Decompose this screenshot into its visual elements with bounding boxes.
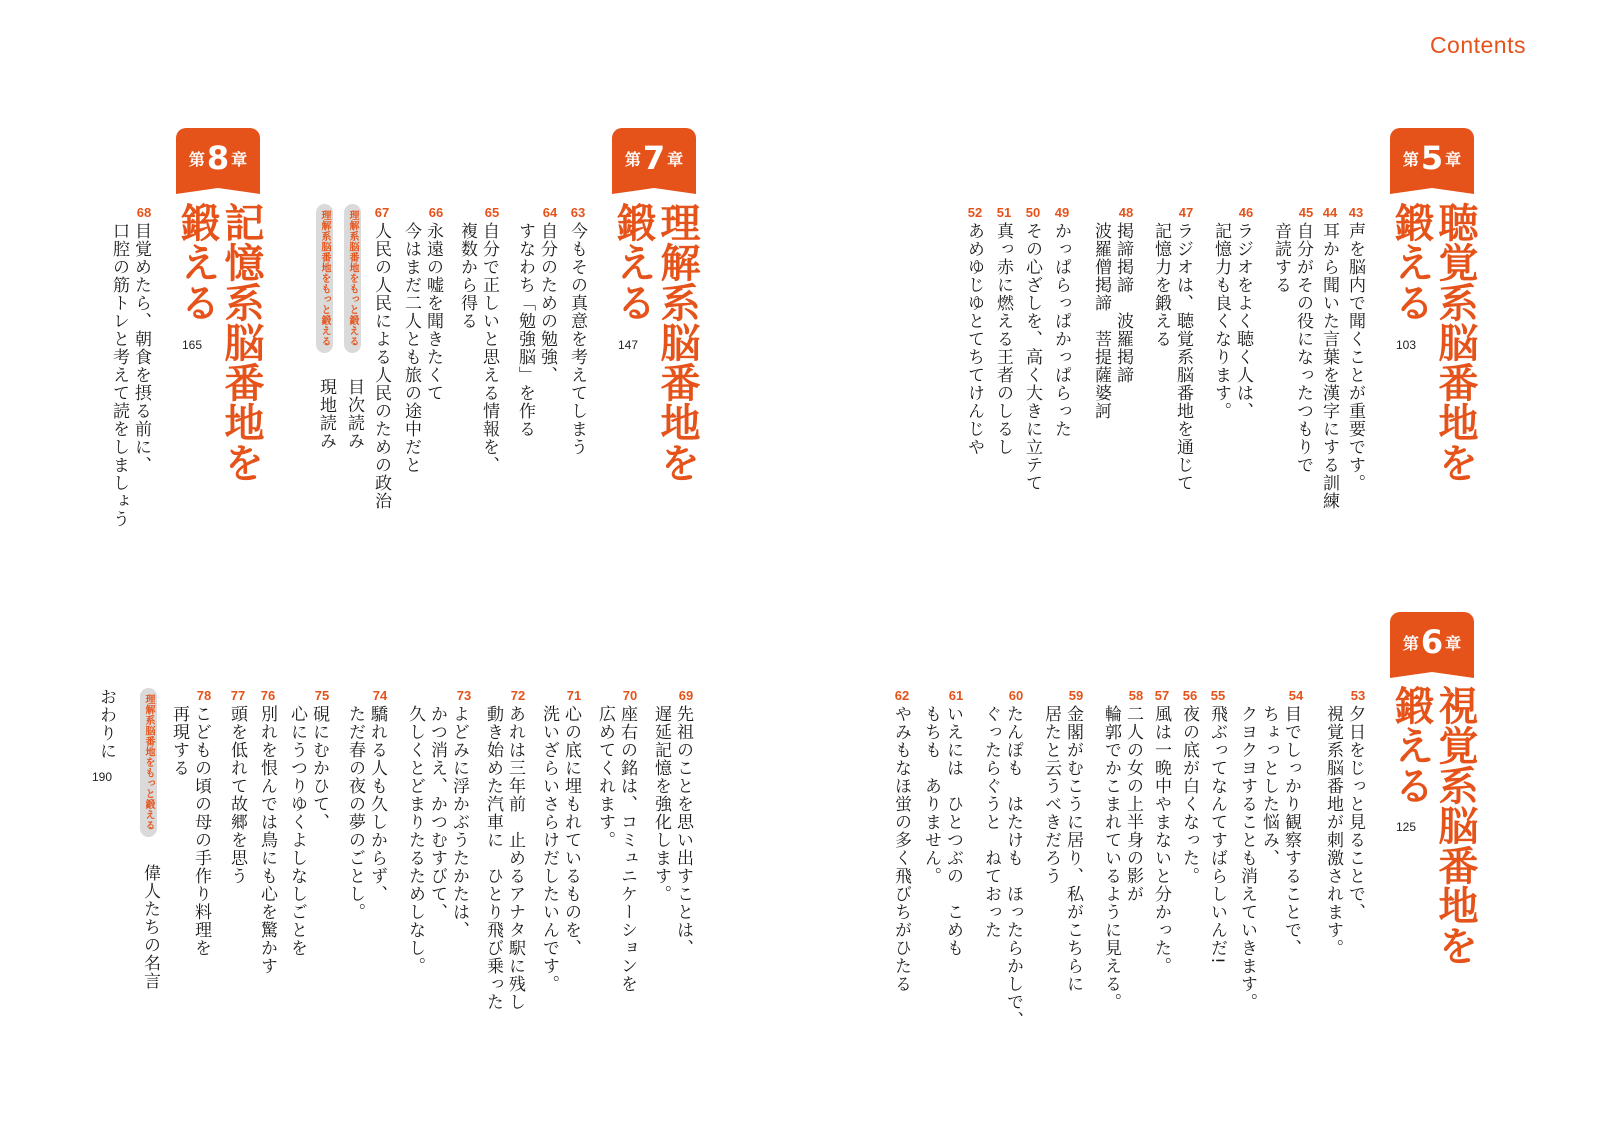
entry-title: やみもなほ蛍の多く飛びちがひたる [891,705,911,993]
entry-title: 驕れる人も久しからず、 ただ春の夜の夢のごとし。 [345,705,387,921]
entry-title: 二人の女の上半身の影が 輪郭でかこまれているように見える。 [1101,705,1143,1011]
entry-title: 人民の人民による人民のための政治 [371,222,391,510]
entry-title: 座右の銘は、コミュニケーションを 広めてくれます。 [595,705,637,993]
entry-number: 65 [484,205,500,220]
entry-title: 硯にむかひて、 心にうつりゆくよしなしごとを [287,705,329,957]
entry-number: 73 [456,688,472,703]
more-training-tag: 理解系脳番地をもっと鍛える [344,204,361,353]
entry-number: 75 [314,688,330,703]
entry-number: 74 [372,688,388,703]
entry-title: 飛ぶってなんてすばらしいんだ! [1207,705,1227,965]
entry-number: 46 [1238,205,1254,220]
chapter-suffix: 章 [231,149,248,169]
entry-title: ラジオは、聴覚系脳番地を通じて 記憶力を鍛える [1151,222,1193,492]
chapter-badge [176,128,260,188]
chapter-number: 8 [206,139,230,177]
entry-title: 今もその真意を考えてしまう [567,222,587,456]
chapter-page-number: 147 [618,338,639,352]
closing-page-number: 190 [92,770,113,784]
entry-title: 声を脳内で聞くことが重要です。 [1345,222,1365,492]
entry-title: よどみに浮かぶうたかたは、 かつ消え、かつむすびて、 久しくとどまりたるためしなし。 [405,705,469,975]
entry-number: 72 [510,688,526,703]
entry-title: ラジオをよく聴く人は、 記憶力も良くなります。 [1211,222,1253,420]
entry-title: たんぽも はたけも ほったらかしで、 ぐったらぐうと ねておった [981,705,1023,1029]
entry-title: 風は一晩中やまないと分かった。 [1151,705,1171,975]
entry-title: その心ざしを、高く大きに立テて [1022,222,1042,492]
entry-number: 64 [542,205,558,220]
chapter-prefix: 第 [624,149,641,169]
entry-number: 70 [622,688,638,703]
entry-number: 60 [1008,688,1024,703]
entry-number: 49 [1054,205,1070,220]
entry-number: 69 [678,688,694,703]
entry-number: 47 [1178,205,1194,220]
page-header-contents: Contents [1429,32,1526,58]
entry-number: 43 [1348,205,1364,220]
entry-title: 真っ赤に燃える王者のしるし [993,222,1013,456]
chapter-title: 理解系脳番地を 鍛える [610,202,700,482]
entry-title: 頭を低れて故郷を思う [227,705,247,885]
chapter-number: 7 [642,139,666,177]
entry-number: 48 [1118,205,1134,220]
more-training-tag: 理解系脳番地をもっと鍛える [140,688,157,837]
entry-number: 67 [374,205,390,220]
entry-title: 先祖のことを思い出すことは、 遅延記憶を強化します。 [651,705,693,957]
chapter-number: 6 [1420,623,1444,661]
extra-entry-title[interactable]: 現地読み [316,378,336,450]
entry-title: 掲諦掲諦 波羅掲諦 波羅僧掲諦 菩提薩婆訶 [1091,222,1133,420]
entry-title: 目覚めたら、朝食を摂る前に、 口腔の筋トレと考えて読をしましょう [109,222,151,528]
entry-title: いえには ひとつぶの こめも もちも ありません。 [921,705,963,957]
entry-title: 夕日をじっと見ることで、 視覚系脳番地が刺激されます。 [1323,705,1365,957]
chapter-prefix: 第 [1402,149,1419,169]
entry-number: 53 [1350,688,1366,703]
entry-title: 自分で正しいと思える情報を、 複数から得る [457,222,499,474]
entry-number: 57 [1154,688,1170,703]
entry-title: 金閣がむこうに居り、私がこちらに 居たと云うべきだろう [1041,705,1083,993]
chapter-suffix: 章 [1445,149,1462,169]
entry-number: 45 [1298,205,1314,220]
entry-number: 66 [428,205,444,220]
entry-number: 77 [230,688,246,703]
extra-entry-title[interactable]: 偉人たちの名言 [140,864,160,990]
entry-title: 自分がその役になったつもりで 音読する [1271,222,1313,474]
chapter-page-number: 165 [182,338,203,352]
chapter-prefix: 第 [188,149,205,169]
entry-number: 76 [260,688,276,703]
chapter-title: 聴覚系脳番地を 鍛える [1388,202,1478,482]
entry-title: あれは三年前 止めるアナタ駅に残し 動き始めた汽車に ひとり飛び乗った [483,705,525,1011]
entry-number: 63 [570,205,586,220]
entry-number: 52 [967,205,983,220]
chapter-suffix: 章 [667,149,684,169]
entry-title: 夜の底が白くなった。 [1179,705,1199,885]
entry-number: 78 [196,688,212,703]
entry-title: 心の底に埋もれているものを、 洗いざらいさらけだしたいんです。 [539,705,581,993]
entry-title: 永遠の嘘を聞きたくて 今はまだ二人とも旅の途中だと [401,222,443,474]
entry-number: 54 [1288,688,1304,703]
chapter-page-number: 125 [1396,820,1417,834]
entry-number: 68 [136,205,152,220]
entry-number: 61 [948,688,964,703]
chapter-number: 5 [1420,139,1444,177]
chapter-title: 記憶系脳番地を 鍛える [174,202,264,482]
entry-title: かっぱらっぱかっぱらった [1051,222,1071,438]
entry-title: こどもの頃の母の手作り料理を 再現する [169,705,211,957]
closing-entry[interactable]: おわりに [96,688,116,760]
entry-number: 71 [566,688,582,703]
entry-title: 目でしっかり観察することで、 ちょっとした悩み、 クヨクヨすることも消えていきます。 [1237,705,1301,1011]
chapter-prefix: 第 [1402,633,1419,653]
entry-title: 耳から聞いた言葉を漢字にする訓練 [1319,222,1339,510]
entry-title: 別れを恨んでは鳥にも心を驚かす [257,705,277,975]
entry-number: 55 [1210,688,1226,703]
entry-title: 自分のための勉強、 すなわち「勉強脳」を作る [515,222,557,438]
entry-number: 56 [1182,688,1198,703]
entry-title: あめゆじゆとてちてけんじや [964,222,984,456]
entry-number: 59 [1068,688,1084,703]
chapter-title: 視覚系脳番地を 鍛える [1388,685,1478,965]
chapter-page-number: 103 [1396,338,1417,352]
entry-number: 62 [894,688,910,703]
entry-number: 50 [1025,205,1041,220]
entry-number: 51 [996,205,1012,220]
entry-number: 58 [1128,688,1144,703]
extra-entry-title[interactable]: 目次読み [344,378,364,450]
more-training-tag: 理解系脳番地をもっと鍛える [316,204,333,353]
entry-number: 44 [1322,205,1338,220]
chapter-suffix: 章 [1445,633,1462,653]
